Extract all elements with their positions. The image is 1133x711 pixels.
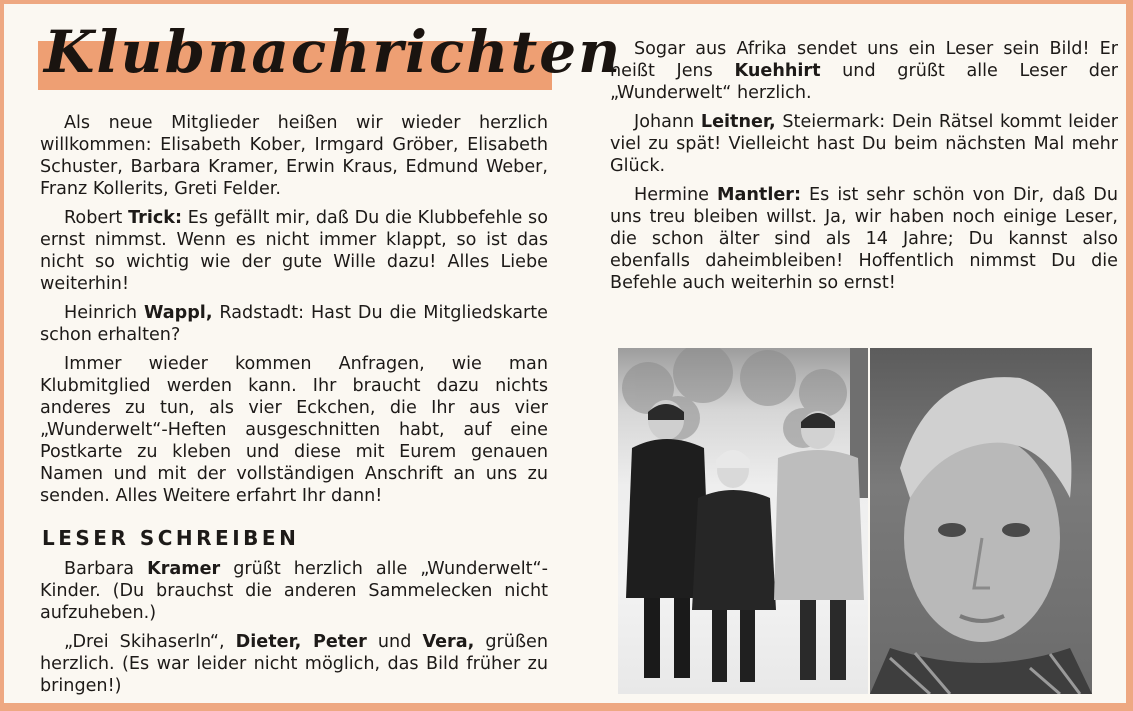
paragraph-text: und	[366, 632, 423, 652]
paragraph-text: Johann	[634, 112, 701, 132]
paragraph-text: Als neue Mitglieder heißen wir wieder herzlich willkommen: Elisabeth Kober, Irmgard Gröber, Elisabeth Schuster, Barbara Kramer, Erwin Kraus, Edmund Weber, Franz Kollerits, Greti Felder.	[40, 113, 548, 199]
article-paragraph	[610, 184, 1118, 294]
paragraph-text: „Drei Skihaserln“,	[64, 632, 236, 652]
paragraph-text: Es gefällt mir, daß Du die Klubbefehle so ernst nimmst. Wenn es nicht immer klappt, so ist das nicht so wichtig wie der gute Wille dazu! Alles Liebe weiterhin!	[40, 208, 548, 294]
paragraph-text: Radstadt: Hast Du die Mitgliedskarte schon erhalten?	[40, 303, 548, 345]
paragraph-text: Sogar aus Afrika sendet uns ein Leser sein Bild! Er heißt Jens	[610, 39, 1118, 81]
reader-name: Mantler:	[717, 185, 801, 205]
article-paragraph	[40, 302, 548, 346]
reader-name: Kuehhirt	[734, 61, 821, 81]
three-children-in-snow-photo	[618, 348, 868, 694]
reader-name: Trick:	[128, 208, 183, 228]
article-paragraph	[40, 112, 548, 200]
paragraph-text: Es ist sehr schön von Dir, daß Du uns treu bleiben willst. Ja, wir haben noch einige Leser, die schon älter sind als 14 Jahre; Du kannst also ebenfalls daheimbleiben! Hoffentlich nimmst Du die Befehle auch weiterhin so ernst!	[610, 185, 1118, 293]
article-paragraph	[40, 353, 548, 507]
right-paragraphs	[610, 38, 1118, 294]
paragraph-text: Heinrich	[64, 303, 144, 323]
paragraph-text: Barbara	[64, 559, 148, 579]
article-paragraph	[610, 111, 1118, 177]
article-paragraph	[40, 631, 548, 697]
left-column	[40, 112, 548, 704]
paragraph-text: Robert	[64, 208, 129, 228]
paragraph-text: grüßt herzlich alle „Wunderwelt“-Kinder. (Du brauchst die anderen Sammelecken nicht aufzuheben.)	[40, 559, 548, 623]
left-paragraphs	[40, 112, 548, 507]
boy-portrait-photo	[870, 348, 1092, 694]
article-paragraph	[40, 207, 548, 295]
children-photo-image	[618, 348, 868, 694]
paragraph-text: grüßen herzlich. (Es war leider nicht möglich, das Bild früher zu bringen!)	[40, 632, 548, 696]
page-title: Klubnachrichten	[44, 18, 623, 86]
paragraph-text: und grüßt alle Leser der „Wunderwelt“ herzlich.	[610, 61, 1118, 103]
reader-name: Wappl,	[143, 303, 213, 323]
section-heading: LESER SCHREIBEN	[42, 526, 300, 550]
reader-name: Leitner,	[700, 112, 776, 132]
article-paragraph	[40, 558, 548, 624]
article-paragraph	[610, 38, 1118, 104]
paragraph-text: Steiermark: Dein Rätsel kommt leider viel zu spät! Vielleicht hast Du beim nächsten Mal mehr Glück.	[610, 112, 1118, 176]
right-column	[610, 38, 1118, 301]
reader-name: Kramer	[147, 559, 221, 579]
reader-name: Dieter, Peter	[235, 632, 367, 652]
reader-name: Vera,	[422, 632, 475, 652]
boy-portrait-image	[870, 348, 1092, 694]
paragraph-text: Immer wieder kommen Anfragen, wie man Klubmitglied werden kann. Ihr braucht dazu nichts anderes zu tun, als vier Eckchen, die Ihr aus vier „Wunderwelt“-Heften ausgeschnitten habt, auf eine Postkarte zu kleben und diese mit Eurem genauen Namen und mit der vollständigen Anschrift an uns zu senden. Alles Weitere erfahrt Ihr dann!	[40, 354, 548, 506]
paragraph-text: Hermine	[634, 185, 717, 205]
section-paragraphs	[40, 558, 548, 697]
